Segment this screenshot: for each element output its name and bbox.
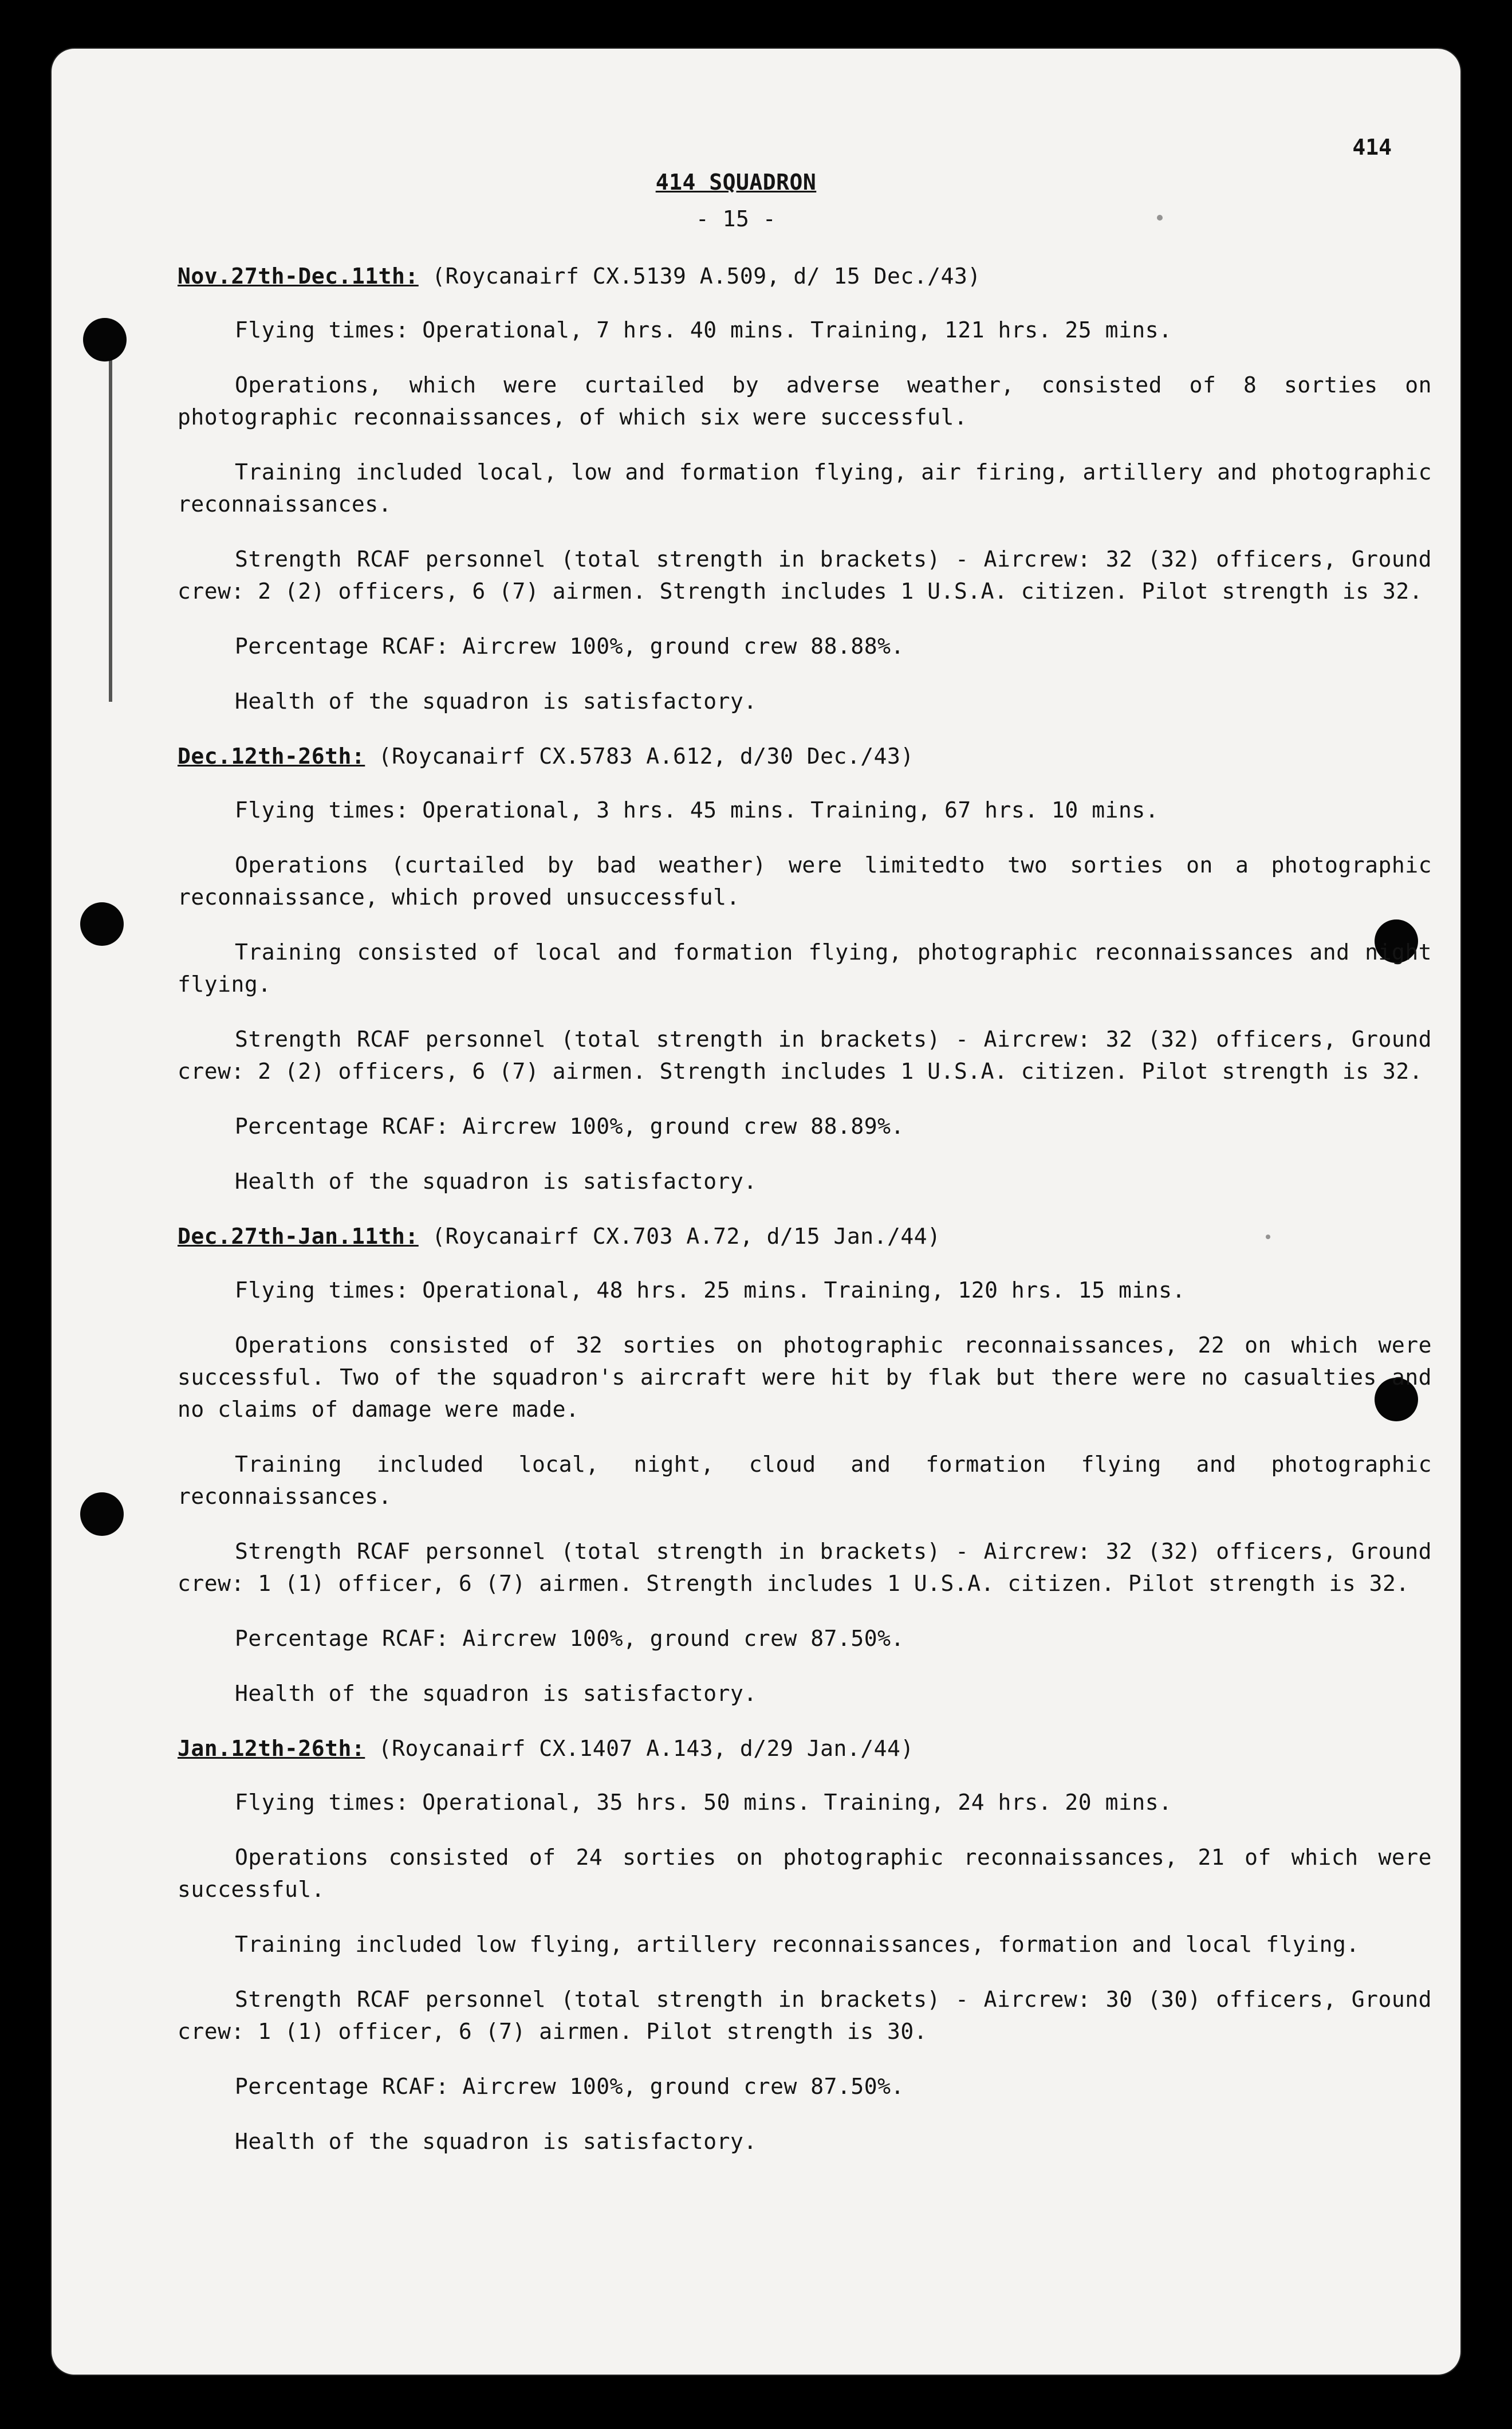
training-text: Training included local, low and formation flying, air firing, artillery and photographic reconnaissances.	[178, 459, 1432, 517]
report-entry	[178, 740, 1432, 1197]
flying-times: Flying times: Operational, 7 hrs. 40 mins. Training, 121 hrs. 25 mins.	[235, 317, 1172, 343]
percentage-text: Percentage RCAF: Aircrew 100%, ground crew 88.88%.	[235, 634, 904, 659]
entry-reference: (Roycanairf CX.703 A.72, d/15 Jan./44)	[432, 1224, 941, 1249]
report-entry	[178, 260, 1432, 717]
strength-text: Strength RCAF personnel (total strength in brackets) - Aircrew: 30 (30) officers, Ground crew: 1 (1) officer, 6 (7) airmen. Pilot strength is 30.	[178, 1987, 1432, 2044]
entry-heading	[178, 1220, 1432, 1252]
page-number: 414	[1352, 135, 1392, 160]
page-subtitle: - 15 -	[695, 206, 777, 231]
health-text: Health of the squadron is satisfactory.	[235, 2129, 757, 2154]
operations-text: Operations, which were curtailed by adverse weather, consisted of 8 sorties on photographic reconnaissances, of which six were successful.	[178, 372, 1432, 430]
operations-text: Operations (curtailed by bad weather) were limitedto two sorties on a photographic reconnaissance, which proved unsuccessful.	[178, 852, 1432, 910]
strength-text: Strength RCAF personnel (total strength in brackets) - Aircrew: 32 (32) officers, Ground crew: 2 (2) officers, 6 (7) airmen. Strength includes 1 U.S.A. citizen. Pilot strength is 32.	[178, 1027, 1432, 1084]
entry-heading	[178, 260, 1432, 292]
percentage-text: Percentage RCAF: Aircrew 100%, ground crew 88.89%.	[235, 1114, 904, 1139]
page-edge-tab	[109, 358, 135, 702]
training-text: Training included local, night, cloud and formation flying and photographic reconnaissances.	[178, 1452, 1432, 1509]
document-body	[178, 74, 1432, 2180]
strength-text: Strength RCAF personnel (total strength in brackets) - Aircrew: 32 (32) officers, Ground crew: 1 (1) officer, 6 (7) airmen. Strength includes 1 U.S.A. citizen. Pilot strength is 32.	[178, 1539, 1432, 1596]
entry-period: Nov.27th-Dec.11th:	[178, 264, 419, 289]
entry-reference: (Roycanairf CX.5783 A.612, d/30 Dec./43)	[378, 744, 914, 769]
entry-reference: (Roycanairf CX.5139 A.509, d/ 15 Dec./43)	[432, 264, 981, 289]
percentage-text: Percentage RCAF: Aircrew 100%, ground crew 87.50%.	[235, 1626, 904, 1651]
entry-period: Dec.12th-26th:	[178, 744, 365, 769]
health-text: Health of the squadron is satisfactory.	[235, 1169, 757, 1194]
document-title: 414 SQUADRON	[655, 170, 817, 195]
entry-heading	[178, 740, 1432, 772]
punch-hole	[83, 318, 127, 361]
entry-reference: (Roycanairf CX.1407 A.143, d/29 Jan./44)	[378, 1736, 914, 1761]
flying-times: Flying times: Operational, 35 hrs. 50 mins. Training, 24 hrs. 20 mins.	[235, 1790, 1172, 1815]
flying-times: Flying times: Operational, 3 hrs. 45 mins. Training, 67 hrs. 10 mins.	[235, 797, 1159, 823]
entry-period: Jan.12th-26th:	[178, 1736, 365, 1761]
entry-period: Dec.27th-Jan.11th:	[178, 1224, 419, 1249]
punch-hole	[80, 1492, 124, 1536]
health-text: Health of the squadron is satisfactory.	[235, 689, 757, 714]
training-text: Training included low flying, artillery reconnaissances, formation and local flying.	[235, 1932, 1360, 1957]
strength-text: Strength RCAF personnel (total strength in brackets) - Aircrew: 32 (32) officers, Ground crew: 2 (2) officers, 6 (7) airmen. Strength includes 1 U.S.A. citizen. Pilot strength is 32.	[178, 547, 1432, 604]
health-text: Health of the squadron is satisfactory.	[235, 1681, 757, 1706]
entry-heading	[178, 1732, 1432, 1764]
percentage-text: Percentage RCAF: Aircrew 100%, ground crew 87.50%.	[235, 2074, 904, 2099]
report-entry	[178, 1732, 1432, 2157]
operations-text: Operations consisted of 32 sorties on photographic reconnaissances, 22 on which were successful. Two of the squadron's aircraft were hit by flak but there were no casualties and no claims of damage were made.	[178, 1333, 1432, 1422]
report-entry	[178, 1220, 1432, 1709]
training-text: Training consisted of local and formation flying, photographic reconnaissances and night flying.	[178, 940, 1432, 997]
flying-times: Flying times: Operational, 48 hrs. 25 mins. Training, 120 hrs. 15 mins.	[235, 1278, 1186, 1303]
operations-text: Operations consisted of 24 sorties on photographic reconnaissances, 21 of which were successful.	[178, 1845, 1432, 1902]
punch-hole	[80, 902, 124, 946]
